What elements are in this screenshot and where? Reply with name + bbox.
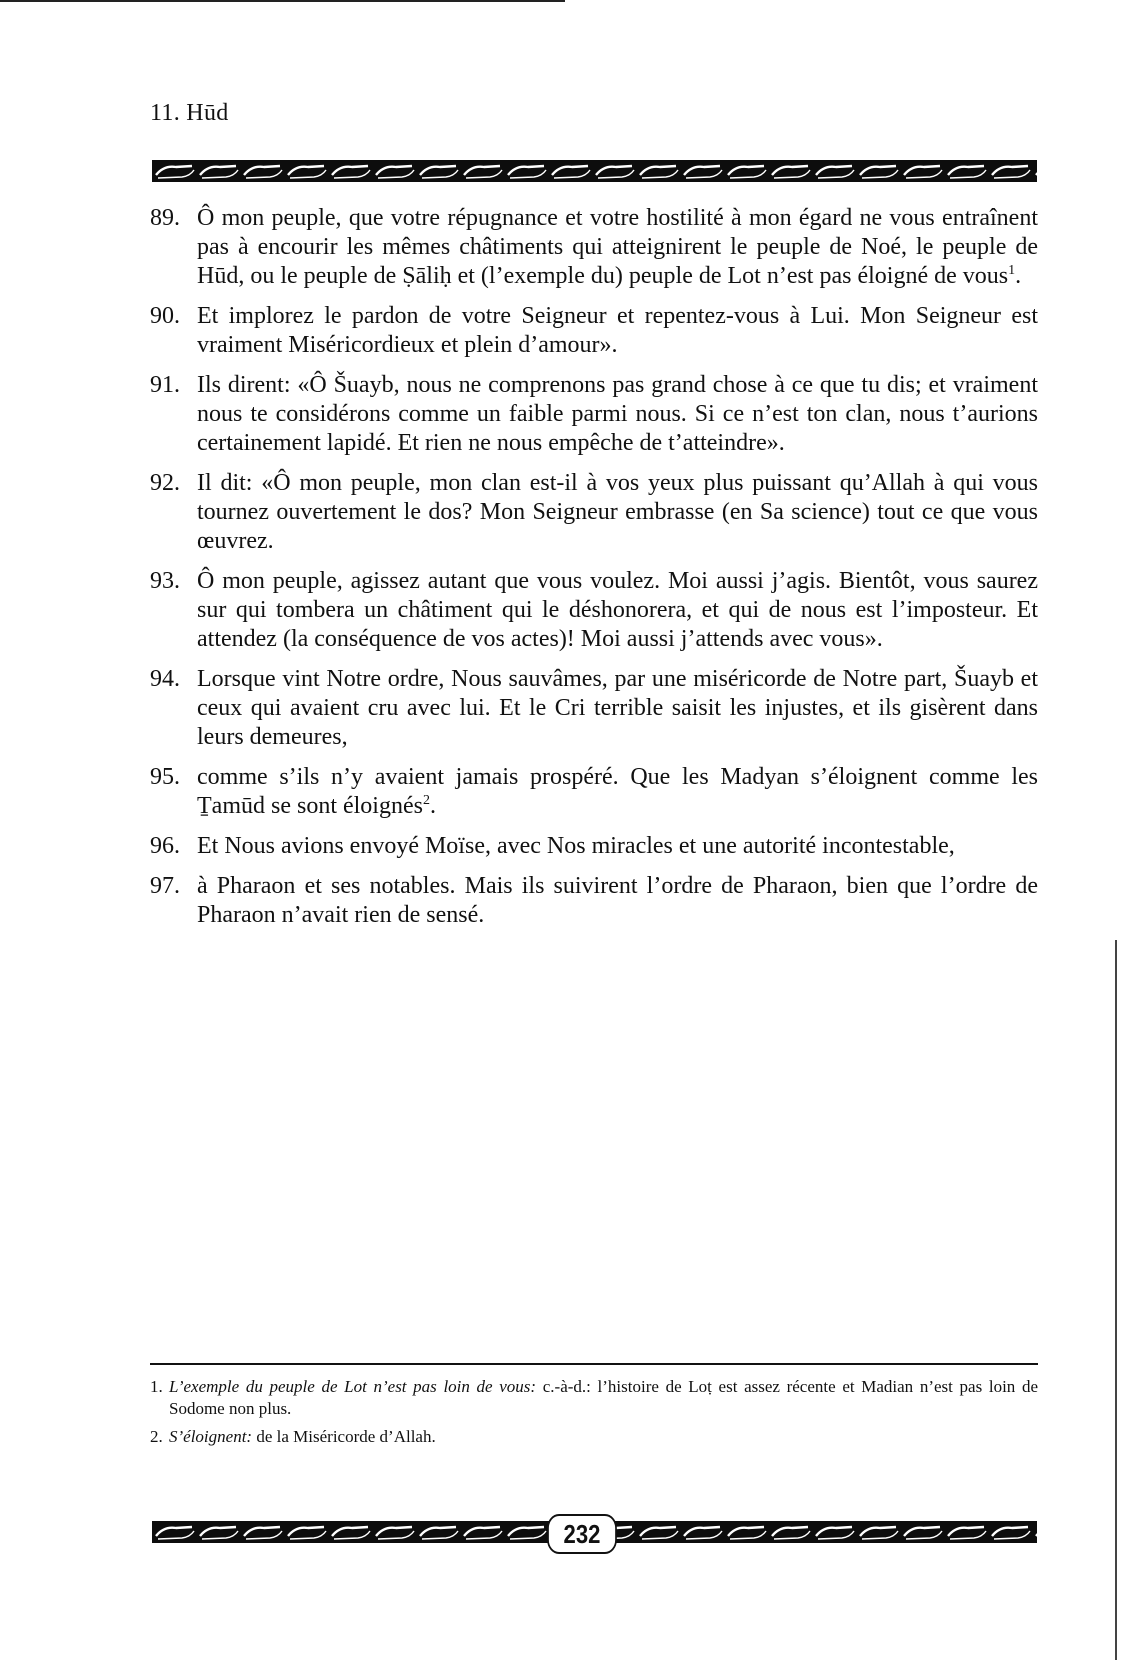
verse-95 [150, 763, 1038, 821]
footnote-marker: 2 [422, 793, 430, 808]
verse-97 [150, 872, 1038, 930]
verse-text: Ô mon peuple, que votre répugnance et votre hostilité à mon égard ne vous entraînent pas à encourir les mêmes châtiments qui atteignirent le peuple de Noé, le peuple de Hūd, ou le peuple de Ṣāliḥ et (l’exemple du) peuple de Lot n’est pas éloigné de vous [197, 205, 1038, 289]
verse-number: 93. [150, 568, 180, 594]
verse-text: Il dit: «Ô mon peuple, mon clan est-il à vos yeux plus puissant qu’Allah à qui vous tournez ouvertement le dos? Mon Seigneur embrasse (en Sa science) tout ce que vous œuvrez. [197, 470, 1038, 554]
footnote-text: de la Miséricorde d’Allah. [252, 1427, 436, 1446]
footnote-separator [150, 1363, 1038, 1365]
verse-91 [150, 371, 1038, 458]
verse-93 [150, 567, 1038, 654]
footnote-marker: 1 [1008, 263, 1016, 278]
footnote-2 [150, 1426, 1038, 1448]
running-head: 11. Hūd [150, 100, 229, 126]
verse-text: Ils dirent: «Ô Šuayb, nous ne comprenons pas grand chose à ce que tu dis; et vraiment nous te considérons comme un faible parmi nous. Si ce n’est ton clan, nous t’aurions certainement lapidé. Et rien ne nous empêche de t’atteindre». [197, 372, 1038, 456]
verse-text: Et implorez le pardon de votre Seigneur et repentez-vous à Lui. Mon Seigneur est vraiment Miséricordieux et plein d’amour». [197, 303, 1038, 358]
verse-number: 89. [150, 205, 180, 231]
footnote-1 [150, 1376, 1038, 1420]
verse-number: 92. [150, 470, 180, 496]
verse-number: 90. [150, 303, 180, 329]
footnote-text: c.-à-d.: l’histoire de Loṭ est assez récente et Madian n’est pas loin de Sodome non plus. [169, 1377, 1038, 1418]
verse-number: 97. [150, 873, 180, 899]
footnote-list [150, 1376, 1038, 1454]
verse-text: Lorsque vint Notre ordre, Nous sauvâmes, par une miséricorde de Notre part, Šuayb et ceux qui avaient cru avec lui. Et le Cri terrible saisit les injustes, et ils gisèrent dans leurs demeures, [197, 666, 1038, 750]
verse-tail: . [429, 793, 436, 819]
right-margin-rule [1115, 940, 1117, 1660]
footnote-lead: S’éloignent: [169, 1427, 253, 1446]
top-border-rule [0, 0, 565, 2]
verse-number: 94. [150, 666, 180, 692]
verse-89 [150, 204, 1038, 291]
verse-text: à Pharaon et ses notables. Mais ils suivirent l’ordre de Pharaon, bien que l’ordre de Pharaon n’avait rien de sensé. [197, 873, 1038, 928]
footnote-number: 1. [150, 1377, 163, 1396]
verse-number: 95. [150, 764, 180, 790]
verse-text: comme s’ils n’y avaient jamais prospéré. Que les Madyan s’éloignent comme les Ṯamūd se sont éloignés [197, 764, 1038, 819]
top-ornamental-band [152, 160, 1037, 182]
chain-ornament-top [152, 160, 1037, 182]
verse-94 [150, 665, 1038, 752]
verse-92 [150, 469, 1038, 556]
verse-text: Ô mon peuple, agissez autant que vous voulez. Moi aussi j’agis. Bientôt, vous saurez sur qui tombera un châtiment qui le déshonorera, et qui de nous est l’imposteur. Et attendez (la conséquence de vos actes)! Moi aussi j’attends avec vous». [197, 568, 1038, 652]
footnote-lead: L’exemple du peuple de Lot n’est pas loin de vous: [169, 1377, 537, 1396]
verse-tail: . [1015, 263, 1022, 289]
verse-text: Et Nous avions envoyé Moïse, avec Nos miracles et une autorité incontestable, [197, 833, 955, 859]
verse-number: 91. [150, 372, 180, 398]
verse-number: 96. [150, 833, 180, 859]
page-number: 232 [547, 1514, 617, 1554]
footnote-number: 2. [150, 1427, 163, 1446]
verse-90 [150, 302, 1038, 360]
verse-96 [150, 832, 1038, 861]
verse-list [150, 204, 1038, 941]
